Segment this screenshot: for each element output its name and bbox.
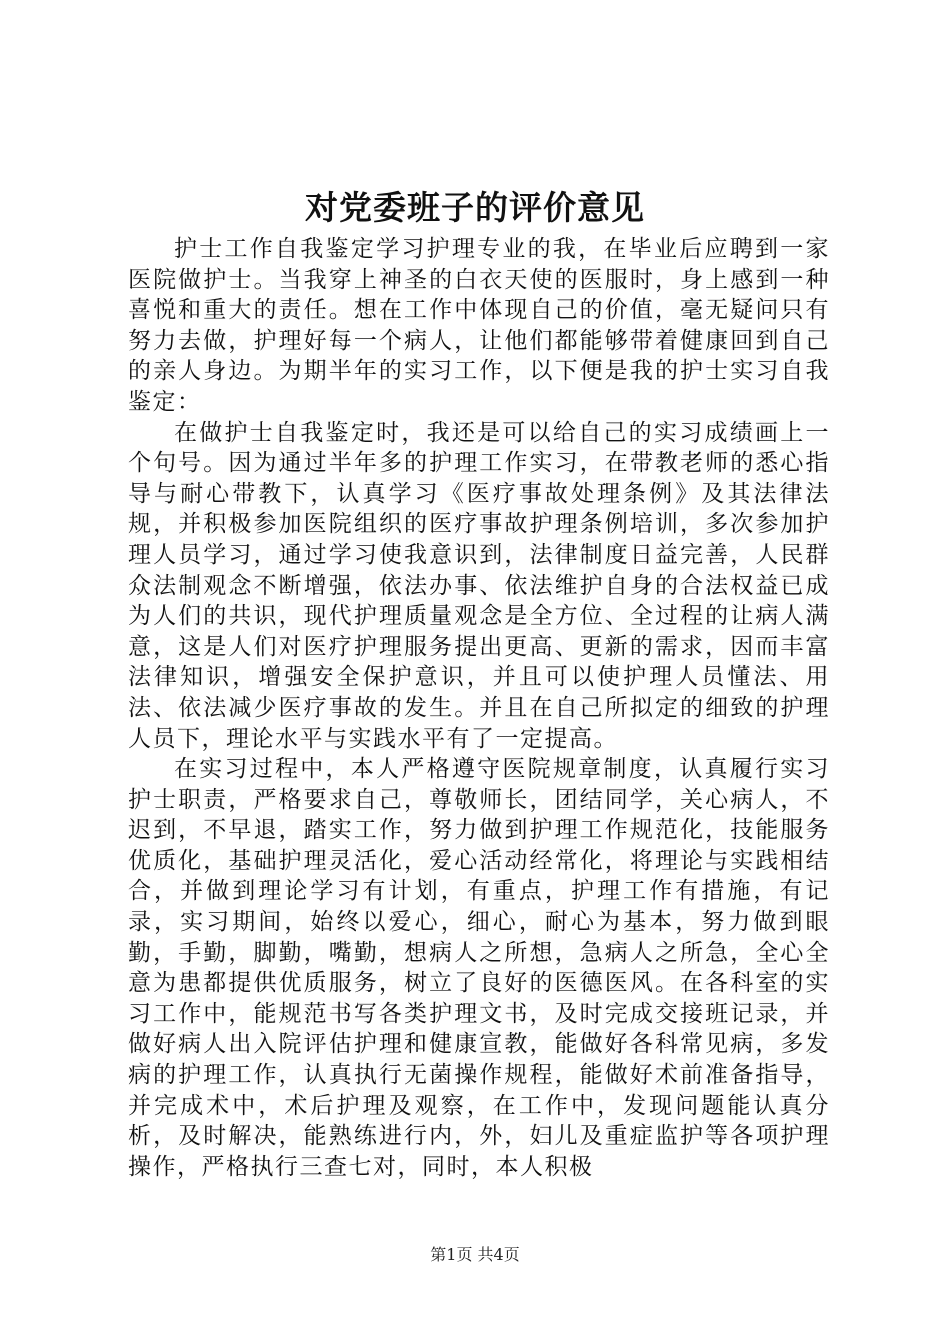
document-title: 对党委班子的评价意见 <box>305 188 645 227</box>
paragraph: 在实习过程中，本人严格遵守医院规章制度，认真履行实习护士职责，严格要求自己，尊敬师长，团结同学，关心病人，不迟到，不早退，踏实工作，努力做到护理工作规范化，技能服务优质化，基础护理灵活化，爱心活动经常化，将理论与实践相结合，并做到理论学习有计划，有重点，护理工作有措施，有记录，实习期间，始终以爱心，细心，耐心为基本，努力做到眼勤，手勤，脚勤，嘴勤，想病人之所想，急病人之所急，全心全意为患都提供优质服务，树立了良好的医德医风。在各科室的实习工作中，能规范书写各类护理文书，及时完成交接班记录，并做好病人出入院评估护理和健康宣教，能做好各科常见病，多发病的护理工作，认真执行无菌操作规程，能做好术前准备指导，并完成术中，术后护理及观察，在工作中，发现问题能认真分析，及时解决，能熟练进行内，外，妇儿及重症监护等各项护理操作，严格执行三查七对，同时，本人积极 <box>128 756 830 1180</box>
page-number-footer: 第1页 共4页 <box>430 1245 520 1264</box>
paragraph: 在做护士自我鉴定时，我还是可以给自己的实习成绩画上一个句号。因为通过半年多的护理工作实习，在带教老师的悉心指导与耐心带教下，认真学习《医疗事故处理条例》及其法律法规，并积极参加医院组织的医疗事故护理条例培训，多次参加护理人员学习，通过学习使我意识到，法律制度日益完善，人民群众法制观念不断增强，依法办事、依法维护自身的合法权益已成为人们的共识，现代护理质量观念是全方位、全过程的让病人满意，这是人们对医疗护理服务提出更高、更新的需求，因而丰富法律知识，增强安全保护意识，并且可以使护理人员懂法、用法、依法减少医疗事故的发生。并且在自己所拟定的细致的护理人员下，理论水平与实践水平有了一定提高。 <box>128 419 830 752</box>
document-body <box>128 234 830 1182</box>
paragraph: 护士工作自我鉴定学习护理专业的我，在毕业后应聘到一家医院做护士。当我穿上神圣的白衣天使的医服时，身上感到一种喜悦和重大的责任。想在工作中体现自己的价值，毫无疑问只有努力去做，护理好每一个病人，让他们都能够带着健康回到自己的亲人身边。为期半年的实习工作，以下便是我的护士实习自我鉴定： <box>128 236 830 415</box>
